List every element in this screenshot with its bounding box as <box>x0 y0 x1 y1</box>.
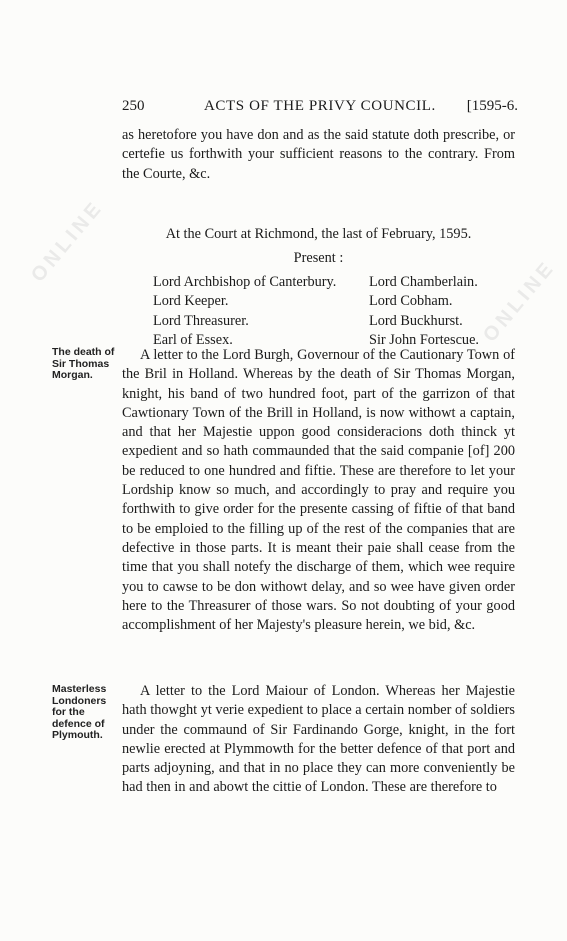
present-label: Present : <box>293 250 344 266</box>
running-header <box>122 96 518 116</box>
page-number: 250 <box>122 98 145 114</box>
margin-note-morgan: The death of Sir Thomas Morgan. <box>52 346 115 381</box>
letter-paragraph-burgh: A letter to the Lord Burgh, Governour of the Cautionary Town of the Bril in Holland. Whereas by the death of Sir Thomas Morgan, knight, his band of two hundred foot, part of the garrizon of that Cawtionary Town of the Brill in Holland, is now withowt a captain, and that her Majestie uppon good consideracions doth thinck yt expedient and so hath commaunded that the said companie [of] 200 be reduced to one hundred and fiftie. These are therefore to let your Lordship know so much, and accordingly to pray and require you forthwith to give order for the presente cassing of fiftie of that band to be emploied to the filling up of the rest of the companies that are defective in those parts. It is meant their paie shall cease from the time that you shall notefy the discharge of them, which wee require you to cawse to be don withowt delay, and so wee have given order here to the Threasurer of those wars. So not doubting of your good accomplishment of her Majesty's pleasure herein, we bid, &c. <box>122 347 515 634</box>
attendee: Lord Archbishop of Canterbury. <box>153 274 337 290</box>
attendee: Lord Chamberlain. <box>369 274 478 290</box>
header-date: [1595-6. <box>466 98 518 114</box>
watermark-right: ONLINE <box>478 255 560 347</box>
watermark-left: ONLINE <box>26 195 108 287</box>
intro-paragraph: as heretofore you have don and as the said statute doth prescribe, or certefie us forthwith your sufficient reasons to the contrary. From the Courte, &c. <box>122 127 515 182</box>
attendee: Earl of Essex. <box>153 332 233 349</box>
court-heading: At the Court at Richmond, the last of February, 1595. <box>165 226 472 242</box>
attendee-list <box>153 273 513 351</box>
attendee: Lord Threasurer. <box>153 312 249 329</box>
attendee: Lord Keeper. <box>153 293 229 310</box>
letter-paragraph-maiour: A letter to the Lord Maiour of London. Whereas her Majestie hath thowght yt verie expedient to place a certain nomber of soldiers under the commaund of Sir Fardinando Gorge, knight, in the fort newlie erected at Plymmowth for the better defence of that port and parts adjoyning, and that in no place they can more conveniently be had then in and abowt the cittie of London. These are therefore to <box>122 683 515 796</box>
margin-note-plymouth: Masterless Londoners for the defence of Plymouth. <box>52 683 107 741</box>
attendee: Lord Cobham. <box>369 293 453 310</box>
header-title: ACTS OF THE PRIVY COUNCIL. <box>204 98 436 114</box>
attendee: Sir John Fortescue. <box>369 332 479 349</box>
attendee: Lord Buckhurst. <box>369 312 463 329</box>
